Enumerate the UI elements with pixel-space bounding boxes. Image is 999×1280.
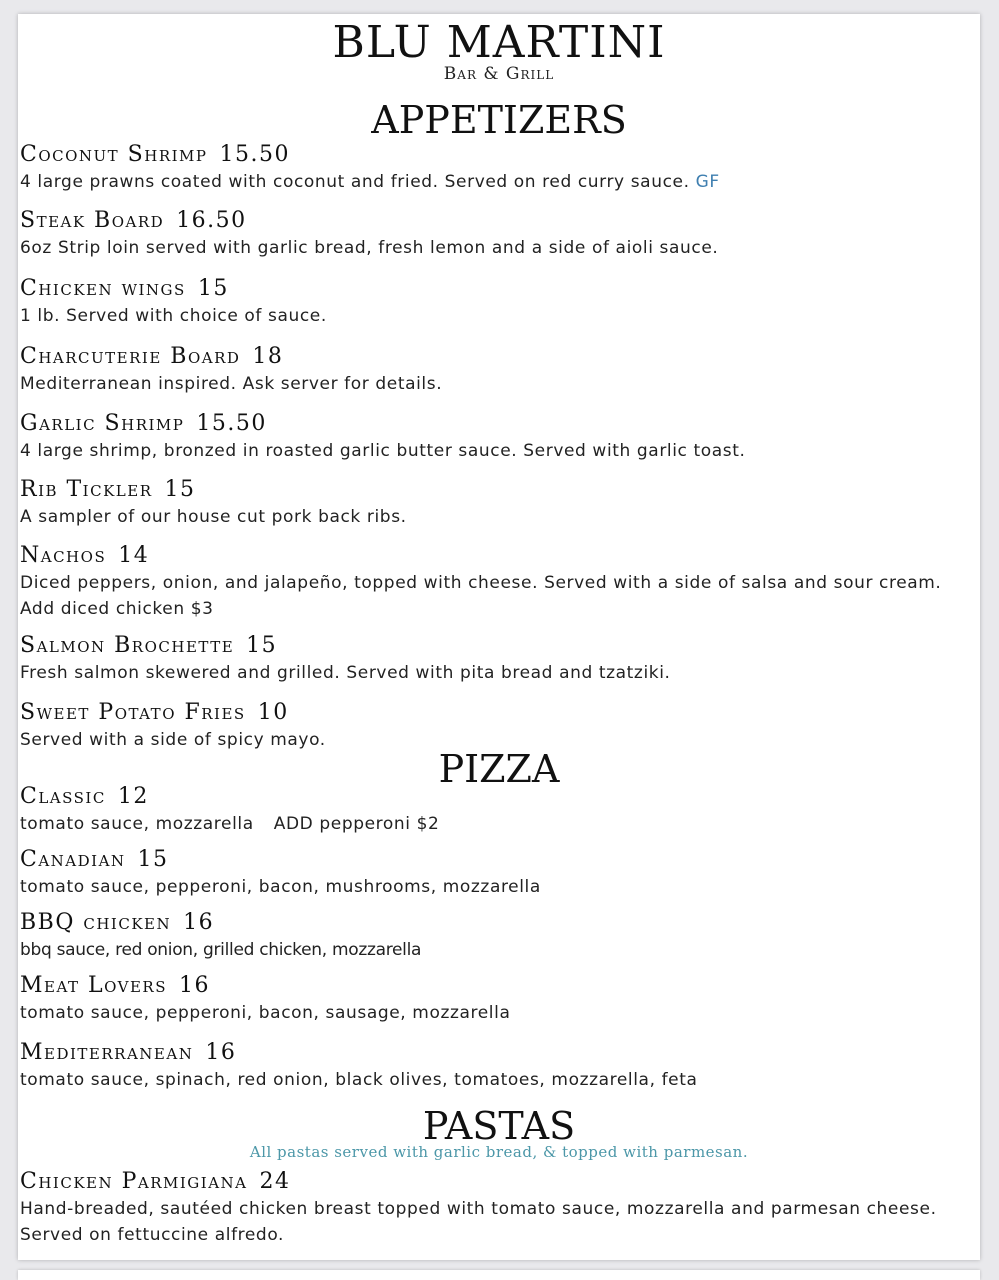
menu-item bbox=[20, 477, 970, 530]
item-name: Nachos bbox=[20, 543, 107, 568]
item-desc-text: 4 large prawns coated with coconut and fried. Served on red curry sauce. bbox=[20, 172, 690, 192]
section-heading-pastas: PASTAS bbox=[422, 1104, 576, 1148]
menu-page bbox=[18, 14, 980, 1260]
menu-item bbox=[20, 973, 970, 1026]
item-description: A sampler of our house cut pork back ribs. bbox=[20, 507, 407, 527]
item-desc-text: tomato sauce, mozzarella bbox=[20, 814, 254, 834]
menu-item bbox=[20, 344, 970, 397]
gluten-free-tag: GF bbox=[695, 172, 720, 192]
item-description: 4 large shrimp, bronzed in roasted garlic butter sauce. Served with garlic toast. bbox=[20, 441, 746, 461]
item-name: Meat Lovers bbox=[20, 973, 167, 998]
item-title bbox=[20, 142, 970, 168]
item-price: 24 bbox=[259, 1169, 291, 1194]
pastas-note: All pastas served with garlic bread, & topped with parmesan. bbox=[249, 1143, 749, 1161]
item-name: Salmon Brochette bbox=[20, 633, 235, 658]
item-name: BBQ chicken bbox=[20, 910, 172, 935]
item-price: 15.50 bbox=[219, 142, 290, 167]
item-price: 15 bbox=[137, 847, 169, 872]
item-description: Hand-breaded, sautéed chicken breast topped with tomato sauce, mozzarella and parmesan cheese. Served on fettuccine alfredo. bbox=[20, 1199, 937, 1245]
item-title bbox=[20, 847, 970, 873]
item-description bbox=[20, 169, 970, 195]
item-description: tomato sauce, pepperoni, bacon, mushrooms, mozzarella bbox=[20, 877, 541, 897]
menu-item bbox=[20, 208, 970, 261]
item-title bbox=[20, 477, 970, 503]
item-title bbox=[20, 344, 970, 370]
menu-item bbox=[20, 910, 970, 963]
menu-item bbox=[20, 411, 970, 464]
item-price: 10 bbox=[257, 700, 289, 725]
menu-item bbox=[20, 784, 970, 837]
item-name: Coconut Shrimp bbox=[20, 142, 208, 167]
menu-item bbox=[20, 700, 970, 753]
item-name: Charcuterie Board bbox=[20, 344, 241, 369]
item-title bbox=[20, 973, 970, 999]
item-description: Diced peppers, onion, and jalapeño, topped with cheese. Served with a side of salsa and sour cream. Add diced chicken $3 bbox=[20, 573, 942, 619]
item-description: Fresh salmon skewered and grilled. Served with pita bread and tzatziki. bbox=[20, 663, 671, 683]
item-addon: ADD pepperoni $2 bbox=[273, 814, 440, 834]
item-name: Mediterranean bbox=[20, 1040, 194, 1065]
item-price: 16 bbox=[183, 910, 215, 935]
item-price: 15 bbox=[164, 477, 196, 502]
menu-item bbox=[20, 543, 970, 622]
menu-item bbox=[20, 847, 970, 900]
item-name: Garlic Shrimp bbox=[20, 411, 185, 436]
menu-item bbox=[20, 276, 970, 329]
item-name: Chicken wings bbox=[20, 276, 186, 301]
item-price: 16.50 bbox=[176, 208, 247, 233]
item-price: 15 bbox=[197, 276, 229, 301]
menu-item bbox=[20, 633, 970, 686]
item-title bbox=[20, 208, 970, 234]
menu-item bbox=[20, 1169, 970, 1248]
section-heading-appetizers: APPETIZERS bbox=[371, 98, 627, 142]
item-price: 16 bbox=[178, 973, 210, 998]
item-price: 15 bbox=[246, 633, 278, 658]
item-price: 15.50 bbox=[196, 411, 267, 436]
item-price: 18 bbox=[252, 344, 284, 369]
item-description: Mediterranean inspired. Ask server for details. bbox=[20, 374, 443, 394]
item-price: 14 bbox=[118, 543, 150, 568]
item-name: Classic bbox=[20, 784, 106, 809]
item-description: 6oz Strip loin served with garlic bread, fresh lemon and a side of aioli sauce. bbox=[20, 238, 719, 258]
item-name: Sweet Potato Fries bbox=[20, 700, 246, 725]
item-description bbox=[20, 811, 970, 837]
item-price: 12 bbox=[117, 784, 149, 809]
item-title bbox=[20, 784, 970, 810]
menu-item bbox=[20, 1040, 970, 1093]
item-description: bbq sauce, red onion, grilled chicken, mozzarella bbox=[20, 940, 422, 960]
item-description: 1 lb. Served with choice of sauce. bbox=[20, 306, 327, 326]
item-name: Steak Board bbox=[20, 208, 165, 233]
next-page-edge bbox=[18, 1270, 980, 1280]
item-title bbox=[20, 910, 970, 936]
item-name: Canadian bbox=[20, 847, 126, 872]
item-description: tomato sauce, spinach, red onion, black olives, tomatoes, mozzarella, feta bbox=[20, 1070, 698, 1090]
section-heading-pizza: PIZZA bbox=[438, 747, 560, 791]
item-description: Served with a side of spicy mayo. bbox=[20, 730, 326, 750]
item-title bbox=[20, 700, 970, 726]
restaurant-subtitle: Bar & Grill bbox=[443, 64, 555, 84]
menu-item bbox=[20, 142, 970, 195]
item-name: Rib Tickler bbox=[20, 477, 153, 502]
item-price: 16 bbox=[205, 1040, 237, 1065]
restaurant-name: BLU MARTINI bbox=[332, 17, 666, 68]
item-title bbox=[20, 411, 970, 437]
item-title bbox=[20, 1169, 970, 1195]
item-description: tomato sauce, pepperoni, bacon, sausage, mozzarella bbox=[20, 1003, 511, 1023]
item-name: Chicken Parmigiana bbox=[20, 1169, 248, 1194]
item-title bbox=[20, 633, 970, 659]
item-title bbox=[20, 543, 970, 569]
item-title bbox=[20, 276, 970, 302]
item-title bbox=[20, 1040, 970, 1066]
